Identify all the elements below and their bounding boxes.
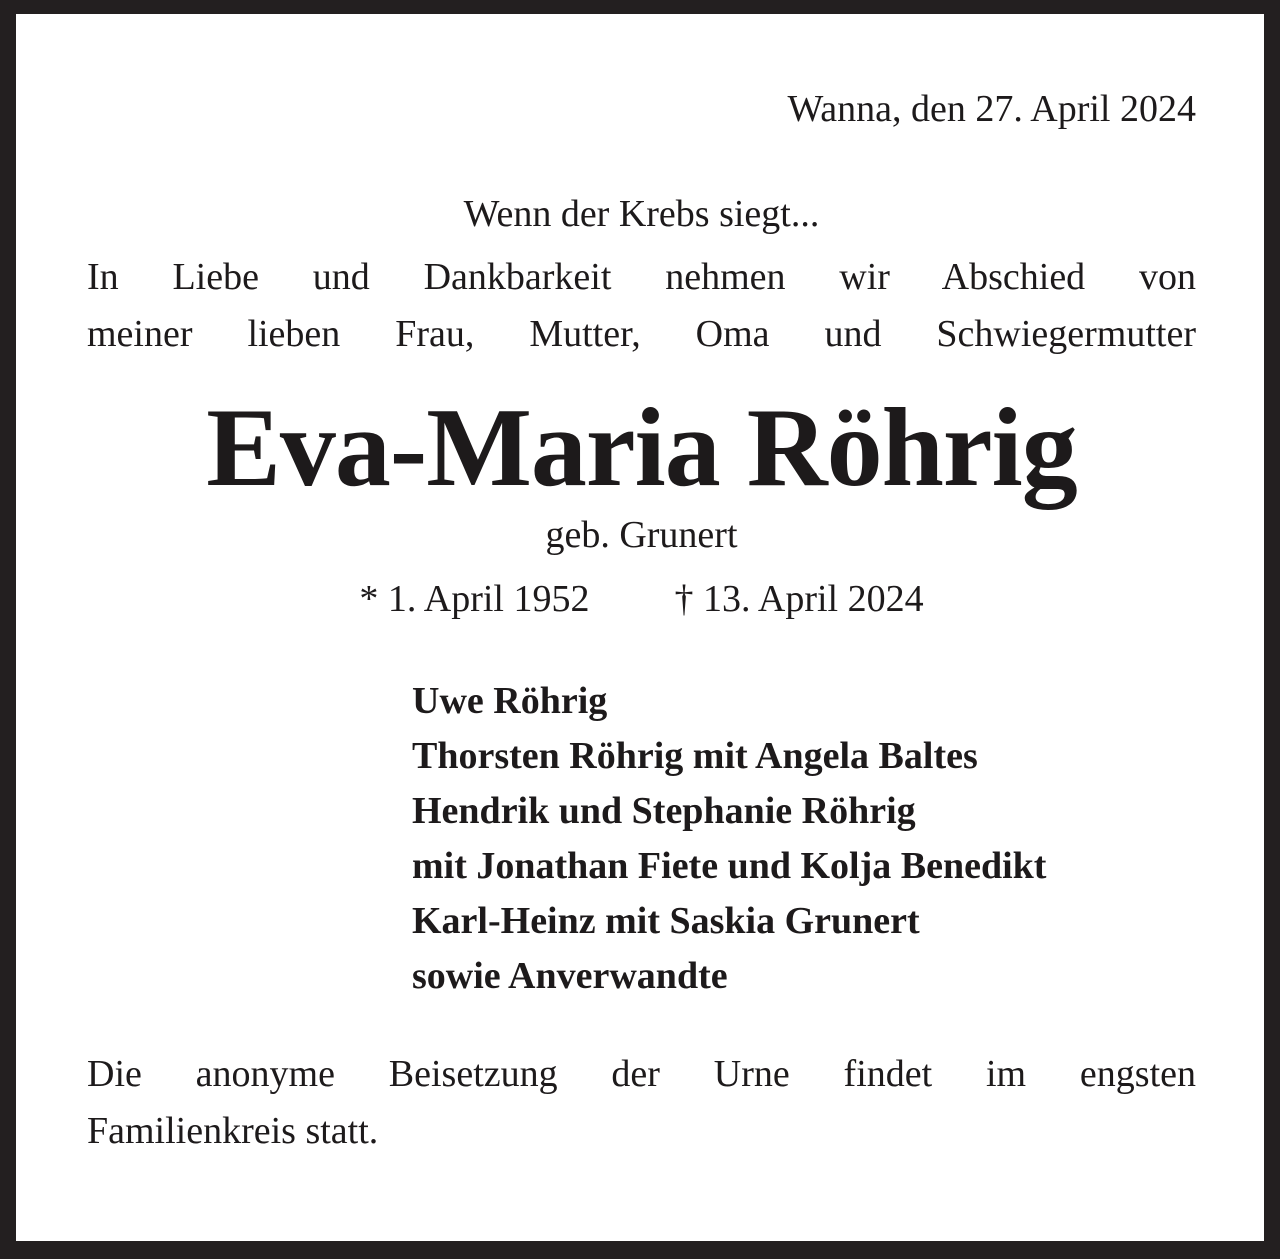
deceased-name: Eva-Maria Röhrig [206, 386, 1077, 510]
mourner-line: sowie Anverwandte [412, 955, 728, 997]
mourner-line: Thorsten Röhrig mit Angela Baltes [412, 735, 978, 777]
intro-line-2: meiner lieben Frau, Mutter, Oma und Schwiegermutter [87, 313, 1196, 355]
intro-line-1: In Liebe und Dankbarkeit nehmen wir Abschied von [87, 256, 1196, 298]
motto-line: Wenn der Krebs siegt... [463, 193, 820, 235]
mourner-line: mit Jonathan Fiete und Kolja Benedikt [412, 845, 1047, 887]
mourner-line: Hendrik und Stephanie Röhrig [412, 790, 916, 832]
closing-paragraph [87, 1046, 1196, 1160]
closing-line-1: Die anonyme Beisetzung der Urne findet im engsten [87, 1053, 1196, 1095]
mourner-line: Karl-Heinz mit Saskia Grunert [412, 900, 920, 942]
dateline: Wanna, den 27. April 2024 [787, 88, 1196, 130]
maiden-name: geb. Grunert [545, 514, 738, 556]
obituary-content [16, 81, 1264, 1259]
life-dates [87, 571, 1196, 628]
intro-paragraph [87, 249, 1196, 363]
mourners-list [412, 674, 1196, 1004]
birth-date: * 1. April 1952 [359, 578, 590, 620]
closing-line-2: Familienkreis statt. [87, 1110, 379, 1152]
mourner-line: Uwe Röhrig [412, 680, 608, 722]
death-date: † 13. April 2024 [674, 578, 924, 620]
